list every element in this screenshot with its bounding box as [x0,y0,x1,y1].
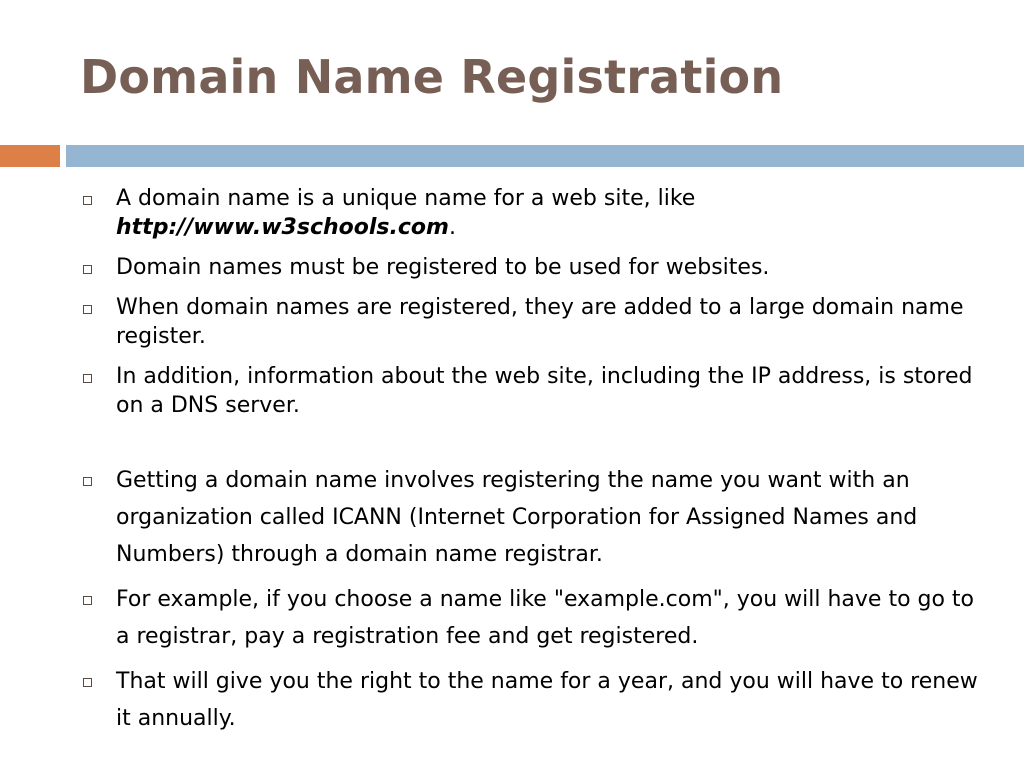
bullet-text: For example, if you choose a name like "example.com", you will have to go to a registrar, pay a registration fee and get registered. [116,587,975,649]
title-divider-bar [66,145,1024,167]
bullet-item [80,184,980,242]
spacer [80,431,980,462]
bullet-item [80,293,980,351]
bullet-item [80,663,980,737]
bullet-item [80,362,980,420]
title-accent-bar [0,145,60,167]
bullet-text: When domain names are registered, they are added to a large domain name register. [116,295,964,349]
square-bullet-icon [83,305,92,314]
bullet-list [80,184,980,745]
bullet-item [80,253,980,282]
bullet-item [80,462,980,573]
square-bullet-icon [83,477,92,486]
square-bullet-icon [83,265,92,274]
slide-title: Domain Name Registration [80,50,784,104]
bullet-text: That will give you the right to the name for a year, and you will have to renew it annually. [116,669,978,731]
example-url: http://www.w3schools.com [116,215,449,240]
square-bullet-icon [83,196,92,205]
bullet-item [80,581,980,655]
bullet-text: Domain names must be registered to be used for websites. [116,255,770,280]
bullet-text: In addition, information about the web site, including the IP address, is stored on a DNS server. [116,364,973,418]
square-bullet-icon [83,374,92,383]
bullet-text: A domain name is a unique name for a web site, like [116,186,696,211]
square-bullet-icon [83,596,92,605]
bullet-text-suffix: . [448,215,456,240]
square-bullet-icon [83,678,92,687]
bullet-text: Getting a domain name involves registering the name you want with an organization called ICANN (Internet Corporation for Assigned Names and Numbers) through a domain name registrar. [116,468,918,567]
